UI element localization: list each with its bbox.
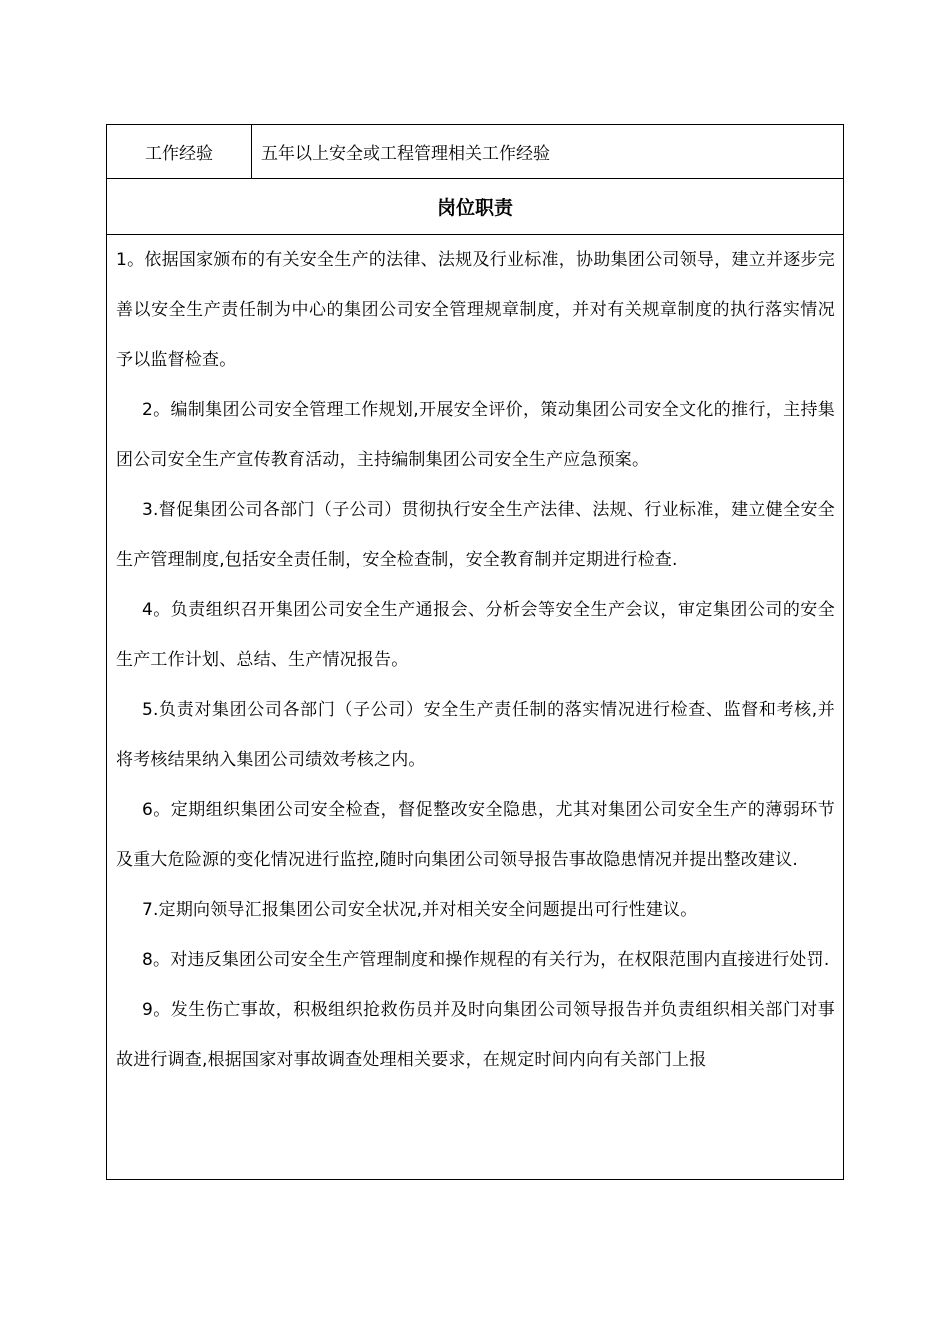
experience-row bbox=[107, 125, 843, 179]
job-description-table bbox=[106, 124, 844, 1180]
duty-item-4: 4。负责组织召开集团公司安全生产通报会、分析会等安全生产会议，审定集团公司的安全生产工作计划、总结、生产情况报告。 bbox=[116, 600, 835, 670]
duty-item-3: 3.督促集团公司各部门（子公司）贯彻执行安全生产法律、法规、行业标准，建立健全安全生产管理制度,包括安全责任制，安全检查制，安全教育制并定期进行检查. bbox=[116, 500, 835, 570]
duty-item-5: 5.负责对集团公司各部门（子公司）安全生产责任制的落实情况进行检查、监督和考核,并将考核结果纳入集团公司绩效考核之内。 bbox=[116, 700, 835, 770]
duties-list bbox=[107, 235, 843, 1179]
duty-item-8: 8。对违反集团公司安全生产管理制度和操作规程的有关行为，在权限范围内直接进行处罚. bbox=[142, 950, 830, 970]
duty-item-9: 9。发生伤亡事故，积极组织抢救伤员并及时向集团公司领导报告并负责组织相关部门对事故进行调查,根据国家对事故调查处理相关要求，在规定时间内向有关部门上报 bbox=[116, 1000, 835, 1070]
experience-label: 工作经验 bbox=[107, 125, 252, 178]
duty-item-7: 7.定期向领导汇报集团公司安全状况,并对相关安全问题提出可行性建议。 bbox=[142, 900, 698, 920]
duty-item-2: 2。编制集团公司安全管理工作规划,开展安全评价，策动集团公司安全文化的推行，主持集团公司安全生产宣传教育活动，主持编制集团公司安全生产应急预案。 bbox=[116, 400, 835, 470]
duties-heading: 岗位职责 bbox=[107, 179, 843, 235]
duty-item-1: 1。依据国家颁布的有关安全生产的法律、法规及行业标准，协助集团公司领导，建立并逐步完善以安全生产责任制为中心的集团公司安全管理规章制度，并对有关规章制度的执行落实情况予以监督检查。 bbox=[116, 250, 835, 370]
duty-item-6: 6。定期组织集团公司安全检查，督促整改安全隐患，尤其对集团公司安全生产的薄弱环节及重大危险源的变化情况进行监控,随时向集团公司领导报告事故隐患情况并提出整改建议. bbox=[116, 800, 835, 870]
experience-value: 五年以上安全或工程管理相关工作经验 bbox=[261, 144, 550, 164]
